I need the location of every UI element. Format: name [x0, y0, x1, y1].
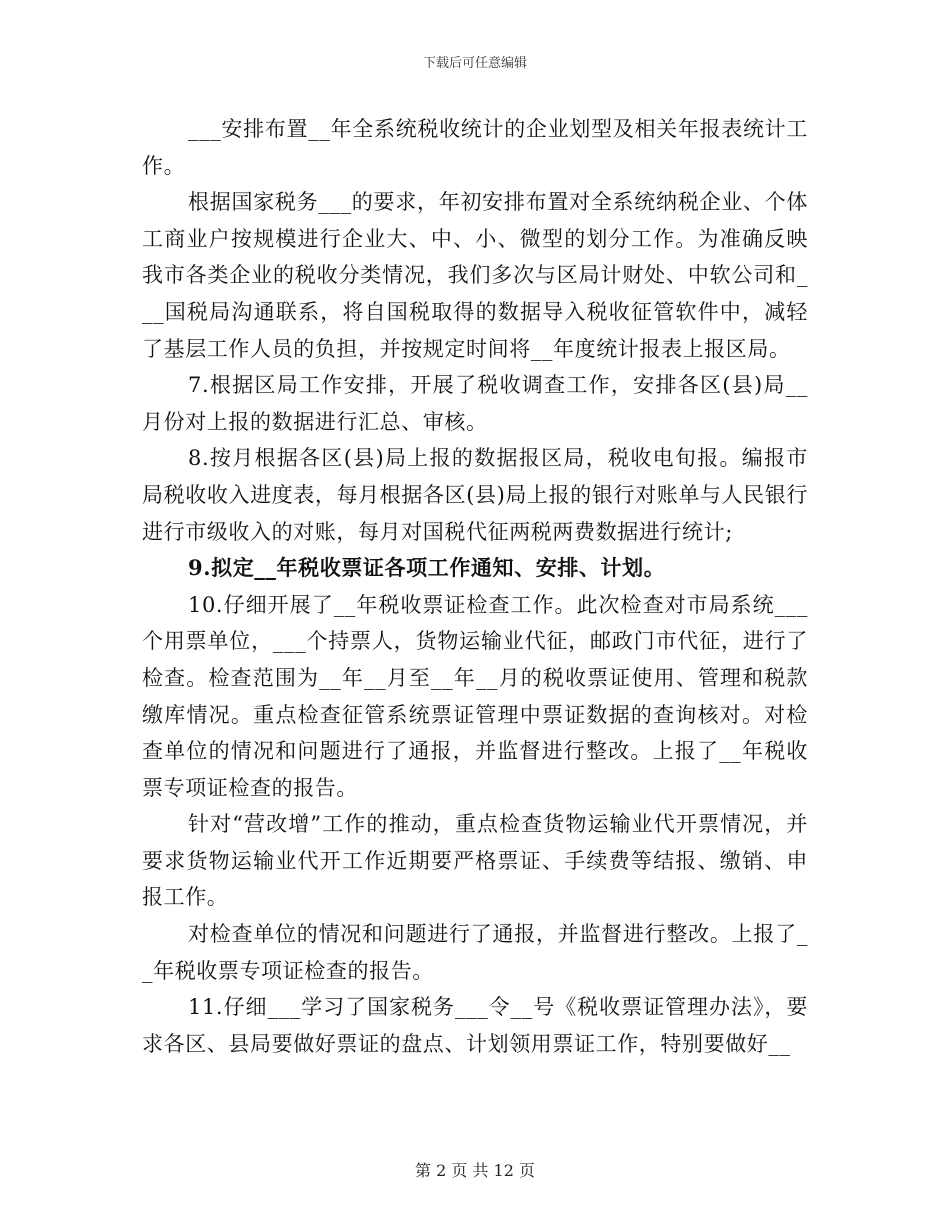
paragraph-2: 根据国家税务___的要求，年初安排布置对全系统纳税企业、个体工商业户按规模进行企业大、中、小、微型的划分工作。为准确反映我市各类企业的税收分类情况，我们多次与区局计财处、中软公司和___国税局沟通联系，将自国税取得的数据导入税收征管软件中，减轻了基层工作人员的负担，并按规定时间将__年度统计报表上报区局。 [142, 190, 808, 361]
document-body [142, 111, 808, 1062]
paragraph-9: 11.仔细___学习了国家税务___令__号《税收票证管理办法》，要求各区、县局要做好票证的盘点、计划领用票证工作，特别要做好__ [142, 995, 808, 1056]
paragraph-5-bold: 9.拟定__年税收票证各项工作通知、安排、计划。 [188, 555, 666, 581]
header-note: 下载后可任意编辑 [422, 56, 527, 71]
paragraph-7: 针对“营改增”工作的推动，重点检查货物运输业代开票情况，并要求货物运输业代开工作近期要严格票证、手续费等结报、缴销、申报工作。 [142, 812, 808, 910]
paragraph-3: 7.根据区局工作安排，开展了税收调查工作，安排各区(县)局__月份对上报的数据进行汇总、审核。 [142, 373, 808, 434]
paragraph-4: 8.按月根据各区(县)局上报的数据报区局，税收电旬报。编报市局税收收入进度表，每月根据各区(县)局上报的银行对账单与人民银行进行市级收入的对账，每月对国税代征两税两费数据进行统计; [142, 446, 808, 544]
paragraph-1: ___安排布置__年全系统税收统计的企业划型及相关年报表统计工作。 [142, 117, 808, 178]
page-number: 第 2 页 共 12 页 [415, 1161, 535, 1180]
paragraph-6: 10.仔细开展了__年税收票证检查工作。此次检查对市局系统___个用票单位，___个持票人，货物运输业代征，邮政门市代征，进行了检查。检查范围为__年__月至__年__月的税收票证使用、管理和税款缴库情况。重点检查征管系统票证管理中票证数据的查询核对。对检查单位的情况和问题进行了通报，并监督进行整改。上报了__年税收票专项证检查的报告。 [142, 592, 808, 800]
paragraph-8: 对检查单位的情况和问题进行了通报，并监督进行整改。上报了__年税收票专项证检查的报告。 [142, 922, 808, 983]
